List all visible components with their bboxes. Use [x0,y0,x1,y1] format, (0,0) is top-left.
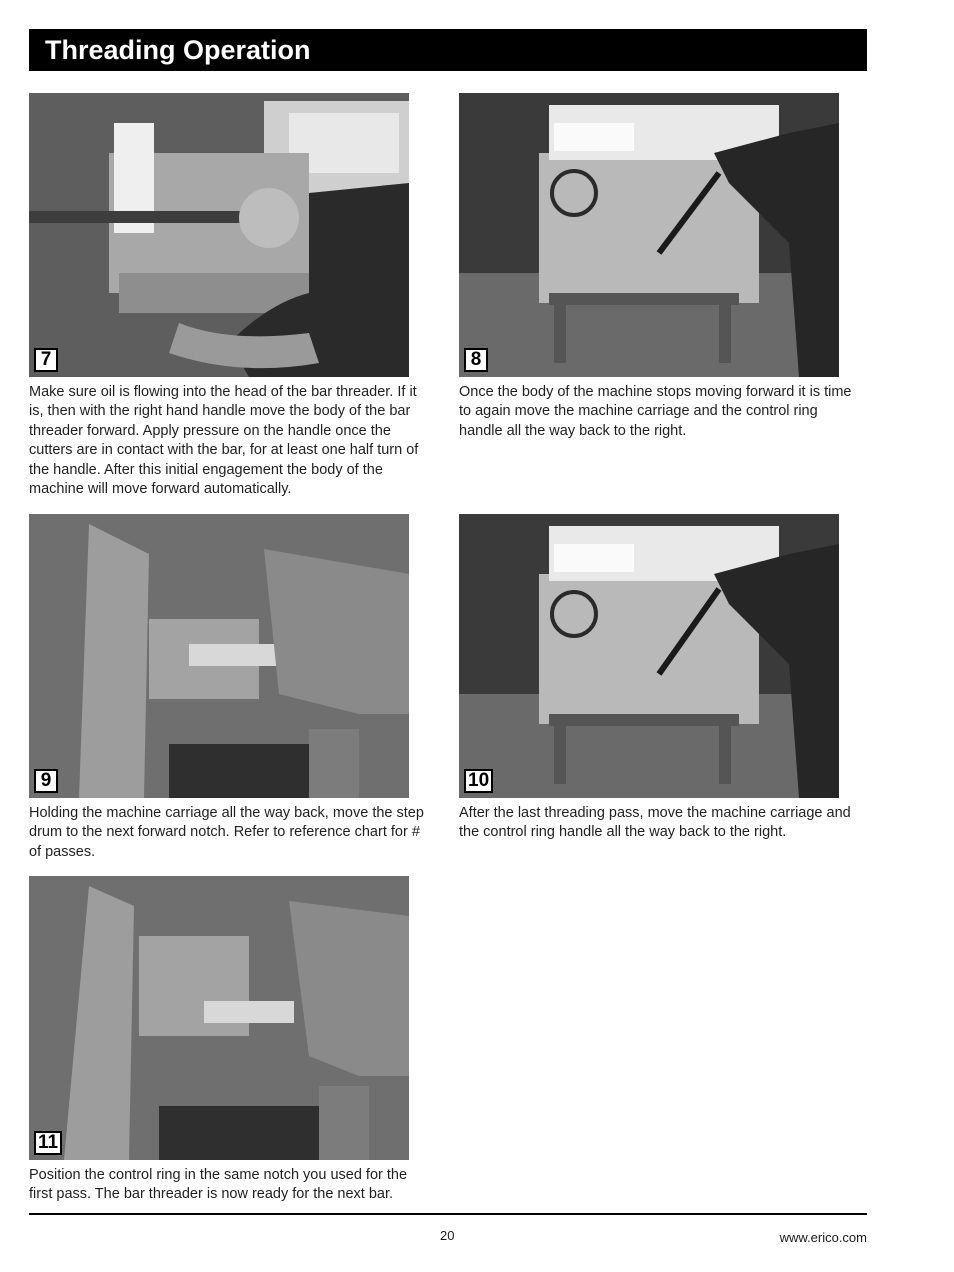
page-number: 20 [440,1228,455,1243]
title-bar [29,29,867,71]
step-11 [29,876,429,1205]
step-7 [29,93,429,499]
step-9-number: 9 [34,769,58,793]
step-10 [459,514,859,843]
step-9-caption: Holding the machine carriage all the way back, move the step drum to the next forward notch. Refer to reference chart for # of passes. [29,805,424,860]
step-11-number: 11 [34,1131,62,1155]
step-7-number: 7 [34,348,58,372]
step-8-photo [459,93,839,377]
step-8 [459,93,859,441]
step-7-photo [29,93,409,377]
step-10-photo [459,514,839,798]
step-8-number: 8 [464,348,488,372]
step-9 [29,514,429,862]
website-link[interactable]: www.erico.com [779,1230,867,1245]
step-8-caption: Once the body of the machine stops moving forward it is time to again move the machine carriage and the control ring handle all the way back to the right. [459,384,852,439]
step-7-caption: Make sure oil is flowing into the head of the bar threader. If it is, then with the right hand handle move the body of the bar threader forward. Apply pressure on the handle once the cutters are in contact with the bar, for at least one half turn of the handle. After this initial engagement the body of the machine will move forward automatically. [29,384,419,498]
step-10-number: 10 [464,769,493,793]
step-9-photo [29,514,409,798]
step-10-caption: After the last threading pass, move the machine carriage and the control ring handle all the way back to the right. [459,805,851,841]
step-11-caption: Position the control ring in the same notch you used for the first pass. The bar threader is now ready for the next bar. [29,1167,408,1203]
step-11-photo [29,876,409,1160]
footer-rule [29,1213,867,1215]
page-title: Threading Operation [45,35,311,65]
